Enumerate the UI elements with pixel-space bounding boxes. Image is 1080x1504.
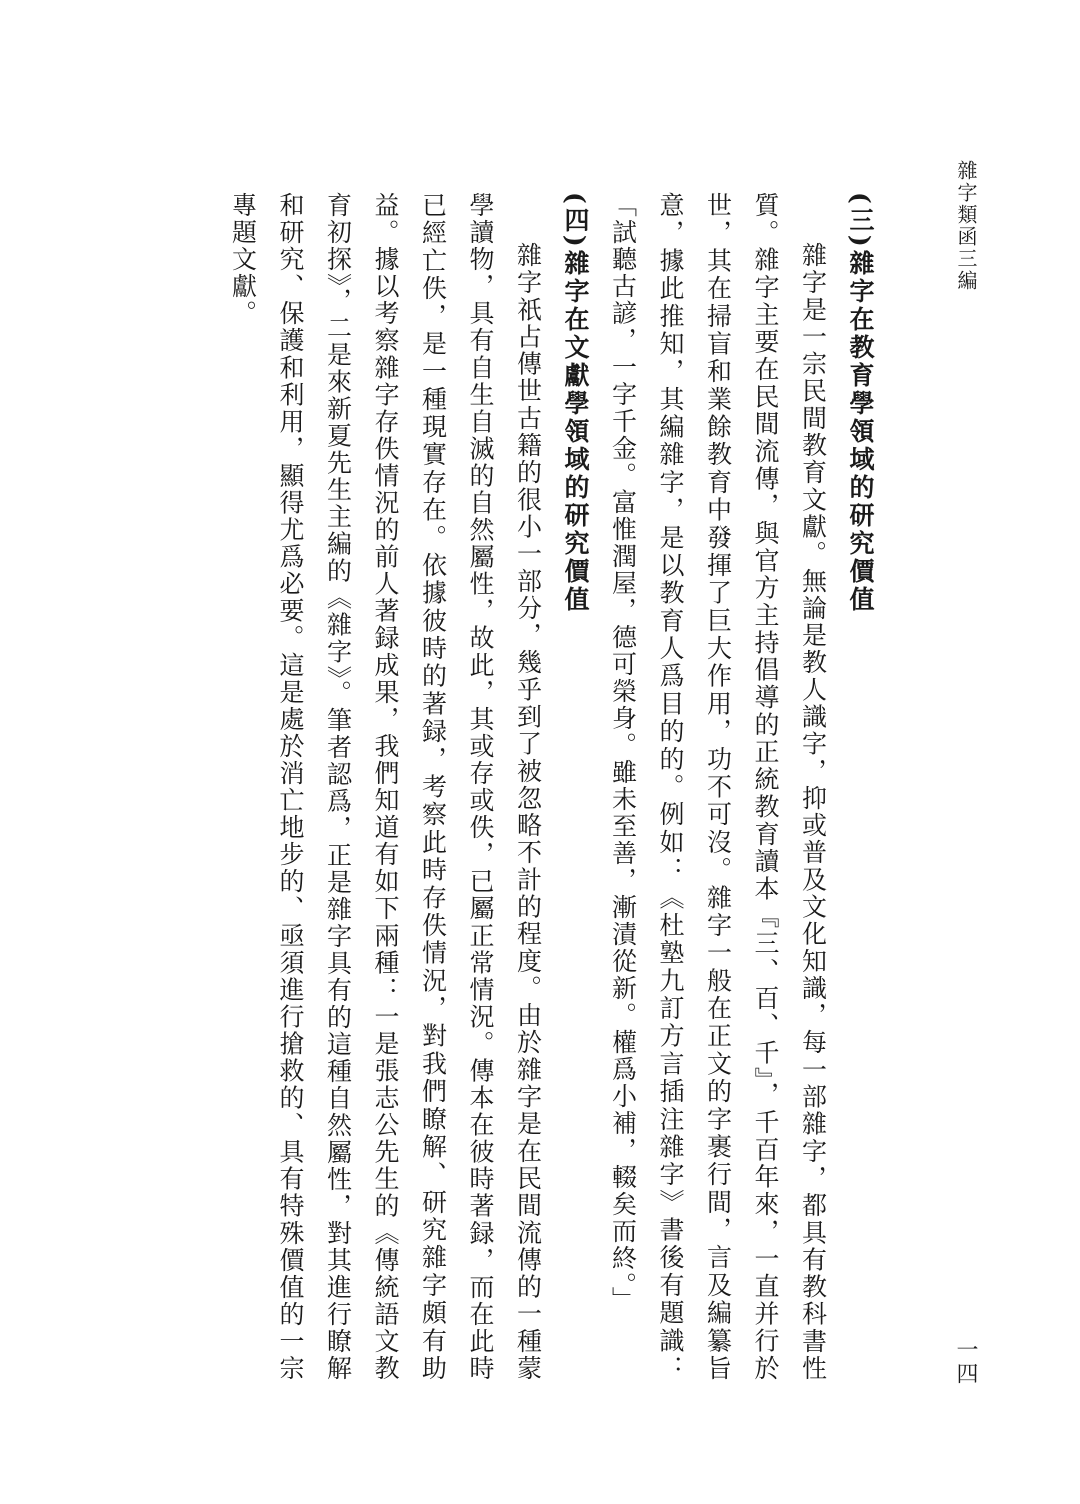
section-number: (四) xyxy=(561,192,590,250)
section-heading xyxy=(552,192,600,1382)
section-title: 雜字在文獻學領域的研究價值 xyxy=(561,249,590,614)
section-title: 雜字在教育學領域的研究價值 xyxy=(846,249,875,614)
text-block xyxy=(124,192,884,1382)
section-number: (三) xyxy=(846,192,875,250)
section-heading xyxy=(837,192,885,1382)
paragraph: 雜字祇占傳世古籍的很小一部分，幾乎到了被忽略不計的程度。由於雜字是在民間流傳的一種蒙學讀物，具有自生自滅的自然屬性，故此，其或存或佚，已屬正常情況。傳本在彼時著録，而在此時已經亡佚，是一種現實存在。依據彼時的著録，考察此時存佚情況，對我們瞭解、研究雜字頗有助益。據以考察雜字存佚情況的前人著録成果，我們知道有如下兩種：一是張志公先生的《傳統語文教育初探》，二是來新夏先生主編的《雜字》。筆者認爲，正是雜字具有的這種自然屬性，對其進行瞭解和研究、保護和利用，顯得尤爲必要。這是處於消亡地步的、亟須進行搶救的、具有特殊價值的一宗專題文獻。 xyxy=(228,192,543,1382)
page-number: 一四 xyxy=(953,1338,978,1386)
running-head: 雜字類函三編 xyxy=(954,160,978,292)
paragraph: 雜字是一宗民間教育文獻。無論是教人識字，抑或普及文化知識，每一部雜字，都具有教科書性質。雜字主要在民間流傳，與官方主持倡導的正統教育讀本『三、百、千』，千百年來，一直并行於世，其在掃盲和業餘教育中發揮了巨大作用，功不可沒。雜字一般在正文的字裹行間，言及編纂旨意，據此推知，其編雜字，是以教育人爲目的的。例如：《杜塾九訂方言插注雜字》書後有題識：「試聽古諺，一字千金。富惟潤屋，德可榮身。雖未至善，漸漬從新。權爲小補，輟矣而終。」 xyxy=(608,192,828,1382)
